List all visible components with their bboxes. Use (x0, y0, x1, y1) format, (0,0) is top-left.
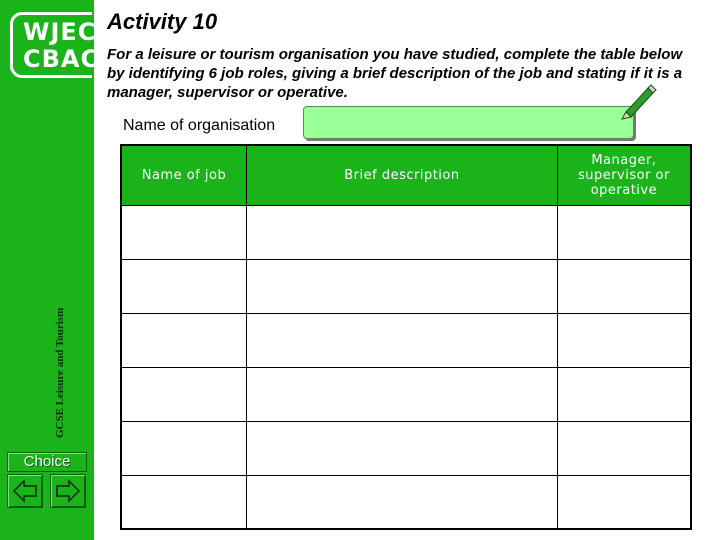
table-row (121, 475, 691, 529)
table-row (121, 259, 691, 313)
instructions-text: For a leisure or tourism organisation you have studied, complete the table below by identifying 6 job roles, giving a brief description of the job and stating if it is a manager, supervisor or operative. (107, 46, 683, 101)
logo-line-2: CBAC (23, 45, 100, 73)
arrow-left-icon (12, 479, 38, 503)
pencil-icon (618, 82, 658, 120)
job-name-cell[interactable] (121, 421, 247, 475)
header-description: Brief description (247, 145, 558, 205)
job-name-cell[interactable] (121, 313, 247, 367)
description-cell[interactable] (247, 313, 558, 367)
job-roles-table (120, 144, 692, 530)
course-label: GCSE Leisure and Tourism (54, 307, 66, 438)
table-header-row (121, 145, 691, 205)
arrow-right-icon (55, 479, 81, 503)
page-title: Activity 10 (107, 9, 218, 34)
previous-button[interactable] (7, 474, 43, 508)
table-row (121, 367, 691, 421)
description-cell[interactable] (247, 421, 558, 475)
role-level-cell[interactable] (557, 421, 691, 475)
logo-line-1: WJEC (23, 18, 97, 46)
description-cell[interactable] (247, 259, 558, 313)
org-name-label: Name of organisation (123, 117, 276, 134)
description-cell[interactable] (247, 367, 558, 421)
description-cell[interactable] (247, 205, 558, 259)
table-row (121, 421, 691, 475)
role-level-cell[interactable] (557, 205, 691, 259)
table-row (121, 205, 691, 259)
job-name-cell[interactable] (121, 367, 247, 421)
header-role-level: Manager, supervisor or operative (557, 145, 691, 205)
table-row (121, 313, 691, 367)
org-name-input[interactable] (303, 106, 634, 139)
job-name-cell[interactable] (121, 475, 247, 529)
role-level-cell[interactable] (557, 367, 691, 421)
wjec-cbac-logo (10, 12, 100, 78)
job-name-cell[interactable] (121, 259, 247, 313)
role-level-cell[interactable] (557, 259, 691, 313)
role-level-cell[interactable] (557, 475, 691, 529)
description-cell[interactable] (247, 475, 558, 529)
job-name-cell[interactable] (121, 205, 247, 259)
role-level-cell[interactable] (557, 313, 691, 367)
next-button[interactable] (50, 474, 86, 508)
choice-button[interactable]: Choice (7, 452, 87, 472)
header-job-name: Name of job (121, 145, 247, 205)
sidebar (0, 0, 100, 540)
